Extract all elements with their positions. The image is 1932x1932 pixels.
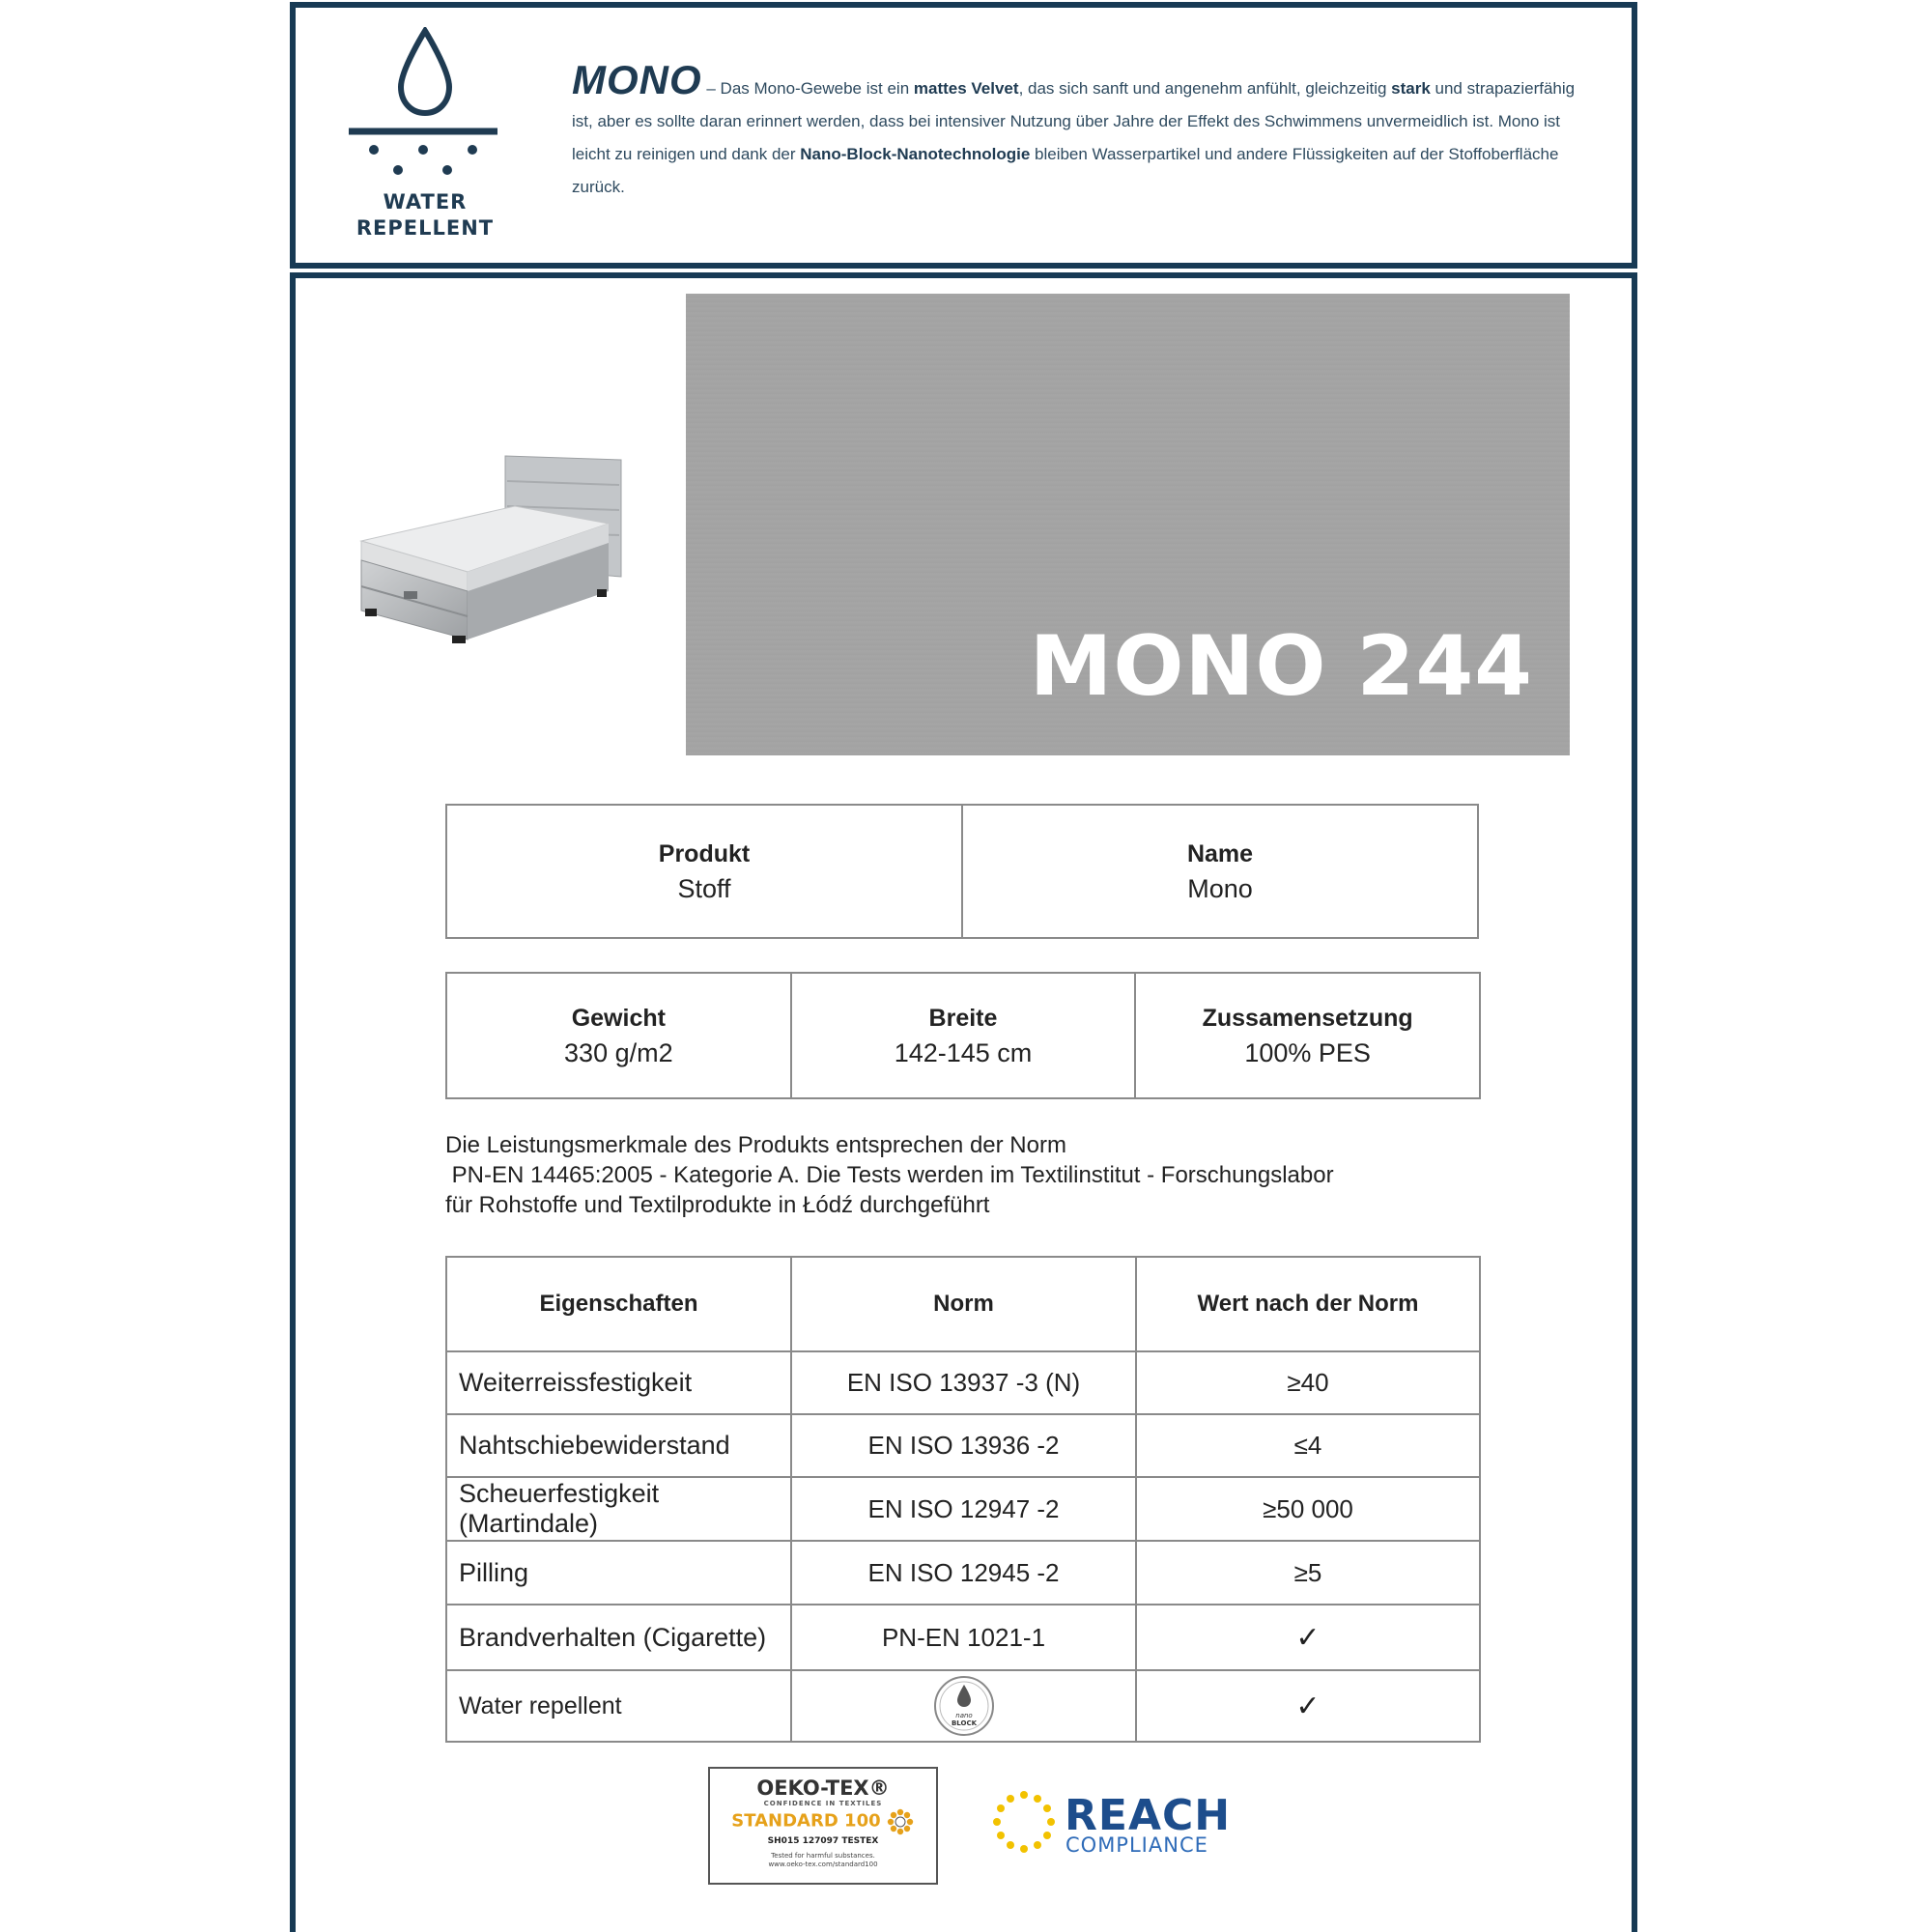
product-value: Stoff (677, 874, 731, 903)
norm-line: Die Leistungsmerkmale des Produkts entsprechen der Norm (445, 1132, 1066, 1158)
composition-cell (1135, 973, 1480, 1098)
fabric-title: MONO (572, 57, 702, 102)
name-head: Name (1186, 840, 1254, 867)
norm-line: für Rohstoffe und Textilprodukte in Łódź durchgeführt (445, 1192, 990, 1218)
weight-head: Gewicht (571, 1005, 666, 1032)
desc-bold: stark (1391, 79, 1431, 98)
property-norm: EN ISO 13936 -2 (791, 1414, 1136, 1477)
oeko-tagline: CONFIDENCE IN TEXTILES (763, 1800, 883, 1807)
desc-text: bleiben Wasserpartikel und andere Flüssigkeiten auf der Stoffoberfläche zurück. (572, 145, 1559, 196)
oeko-standard: STANDARD 100 (731, 1810, 881, 1832)
desc-text: und strapazierfähig ist, aber es sollte daran erinnert werden, dass bei intensiver Nutzung über Jahre der Effekt des Schwimmens unvermeidlich ist. Mono ist leicht zu reinigen und dank der (572, 79, 1576, 163)
svg-text:BLOCK: BLOCK (951, 1719, 977, 1727)
norm-line: PN-EN 14465:2005 - Kategorie A. Die Tests werden im Textilinstitut - Forschungslabor (445, 1162, 1334, 1188)
product-head: Produkt (658, 840, 751, 867)
property-value: ≥40 (1136, 1351, 1480, 1414)
property-name: Brandverhalten (Cigarette) (446, 1605, 791, 1670)
table-row (446, 1414, 1480, 1477)
oeko-tex-badge (708, 1767, 938, 1885)
svg-text:nano: nano (954, 1712, 973, 1719)
water-label-line2: REPELLENT (355, 216, 495, 240)
property-norm: EN ISO 13937 -3 (N) (791, 1351, 1136, 1414)
table-row (446, 1541, 1480, 1605)
reach-title: REACH (1065, 1791, 1232, 1840)
product-cell (446, 805, 962, 938)
weight-value: 330 g/m2 (564, 1038, 673, 1067)
property-name: Scheuerfestigkeit (Martindale) (446, 1477, 791, 1541)
table-row (446, 1477, 1480, 1541)
property-value: ≥50 000 (1136, 1477, 1480, 1541)
table-header-row (446, 1257, 1480, 1351)
property-norm: EN ISO 12947 -2 (791, 1477, 1136, 1541)
fabric-description (572, 57, 1596, 204)
property-value: ✓ (1136, 1670, 1480, 1742)
water-drop-icon (343, 27, 507, 182)
fabric-swatch (686, 294, 1570, 755)
name-cell (962, 805, 1478, 938)
property-name: Water repellent (446, 1670, 791, 1742)
table-row (446, 1351, 1480, 1414)
width-cell (791, 973, 1136, 1098)
property-norm: EN ISO 12945 -2 (791, 1541, 1136, 1605)
specs-table (445, 972, 1481, 1099)
water-repellent-label (333, 189, 517, 242)
desc-text: , das sich sanft und angenehm anfühlt, gleichzeitig (1018, 79, 1392, 98)
property-value: ✓ (1136, 1605, 1480, 1670)
oeko-title: OEKO-TEX® (756, 1776, 890, 1800)
nano-block-icon (933, 1675, 995, 1737)
swatch-label: MONO 244 (1029, 618, 1533, 715)
col-header: Wert nach der Norm (1136, 1257, 1480, 1351)
composition-head: Zussamensetzung (1202, 1005, 1413, 1032)
product-info-table (445, 804, 1479, 939)
eu-stars-icon (991, 1789, 1057, 1855)
col-header: Eigenschaften (446, 1257, 791, 1351)
col-header: Norm (791, 1257, 1136, 1351)
table-row (446, 1605, 1480, 1670)
name-value: Mono (1187, 874, 1253, 903)
property-value: ≤4 (1136, 1414, 1480, 1477)
desc-bold: Nano-Block-Nanotechnologie (800, 145, 1031, 163)
composition-value: 100% PES (1244, 1038, 1371, 1067)
property-value: ≥5 (1136, 1541, 1480, 1605)
oeko-code: SH015 127097 TESTEX (767, 1836, 879, 1846)
reach-subtitle: COMPLIANCE (1065, 1833, 1208, 1857)
water-label-line1: WATER (383, 190, 468, 213)
property-name: Weiterreissfestigkeit (446, 1351, 791, 1414)
weight-cell (446, 973, 791, 1098)
norm-statement (445, 1130, 1460, 1220)
property-name: Nahtschiebewiderstand (446, 1414, 791, 1477)
width-value: 142-145 cm (894, 1038, 1033, 1067)
desc-text: – Das Mono-Gewebe ist ein (701, 79, 914, 98)
property-norm: PN-EN 1021-1 (791, 1605, 1136, 1670)
oeko-tested: Tested for harmful substances. (771, 1852, 875, 1860)
property-name: Pilling (446, 1541, 791, 1605)
flower-icon (886, 1807, 915, 1836)
table-row (446, 1670, 1480, 1742)
width-head: Breite (928, 1005, 998, 1032)
nano-block-cell (791, 1670, 1136, 1742)
properties-table (445, 1256, 1481, 1743)
boxspring-bed-image (355, 446, 645, 659)
desc-bold: mattes Velvet (913, 79, 1019, 98)
oeko-url: www.oeko-tex.com/standard100 (768, 1861, 878, 1868)
